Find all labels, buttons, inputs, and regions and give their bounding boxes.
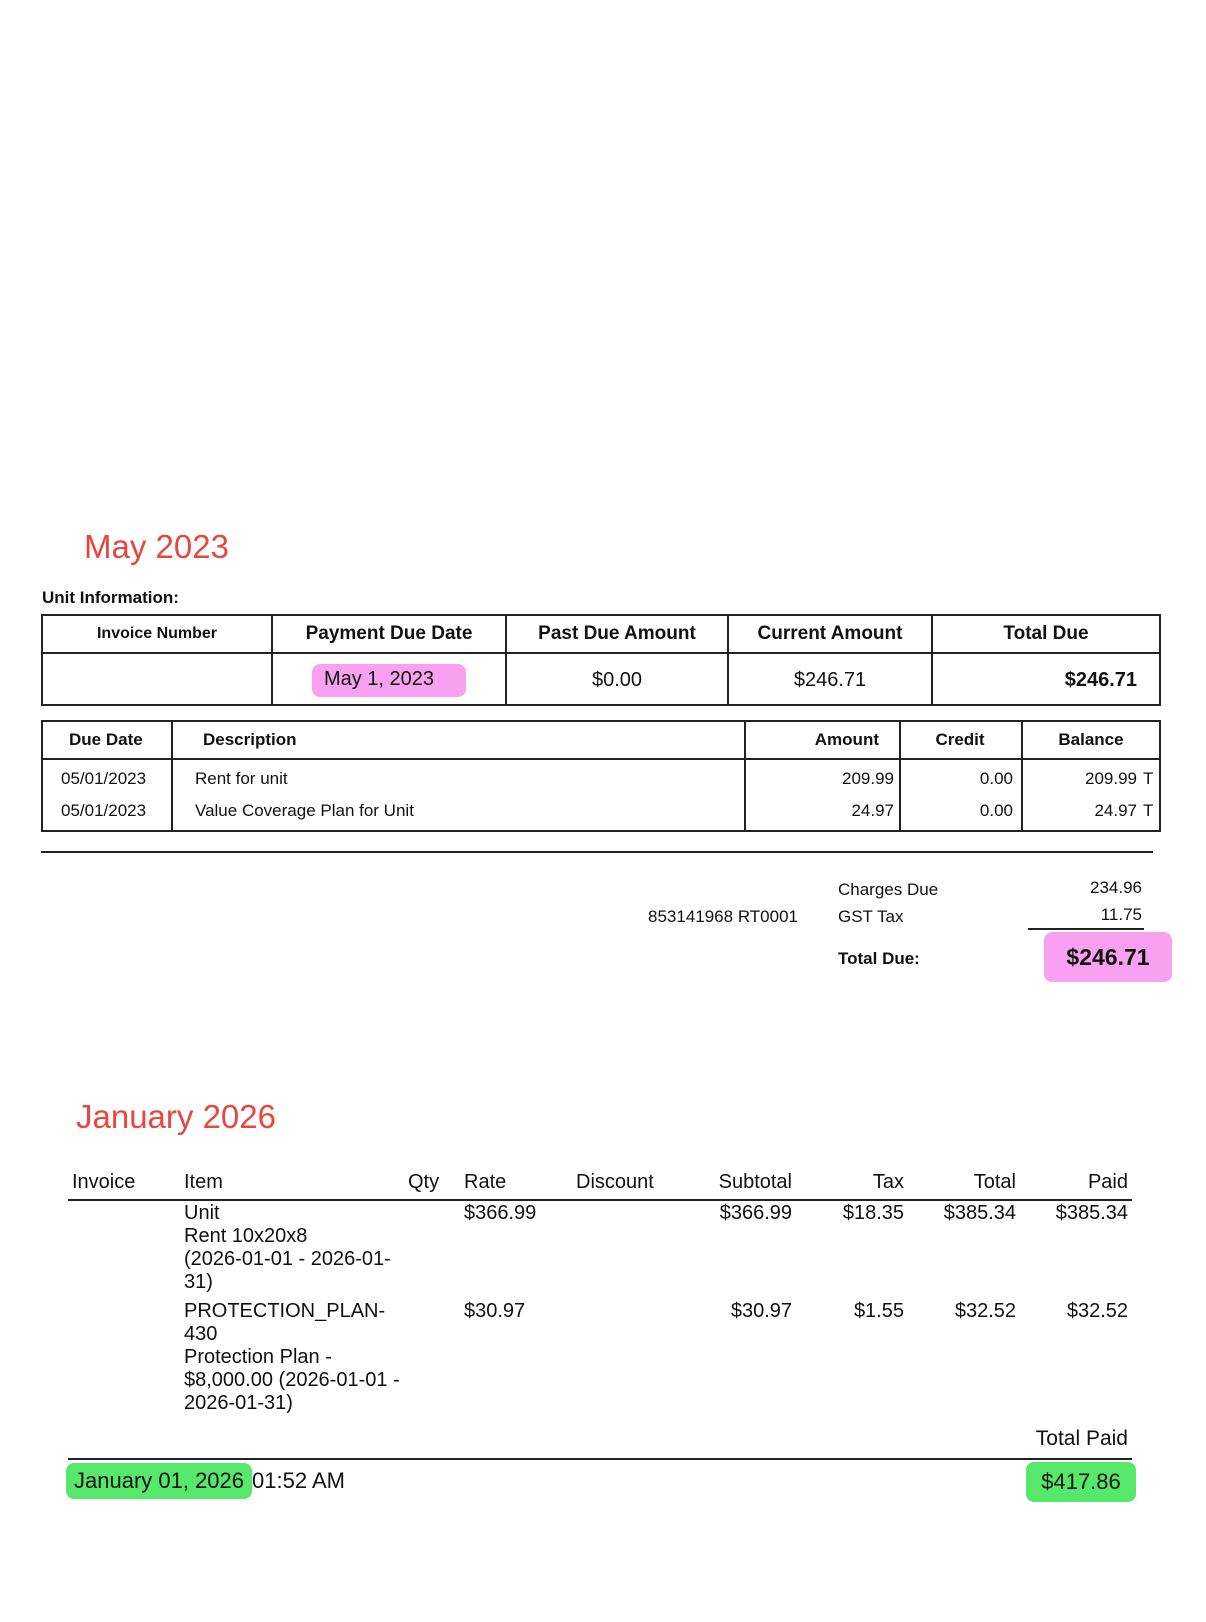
payment-summary-table	[41, 614, 1161, 706]
header-description: Description	[203, 730, 297, 749]
total-due-value: $246.71	[1064, 668, 1137, 691]
row2-description: Value Coverage Plan for Unit	[195, 801, 414, 820]
jan-section-title: January 2026	[76, 1098, 276, 1135]
payment-date-highlight: January 01, 2026	[66, 1463, 252, 1499]
jan-row2-subtotal: $30.97	[730, 1300, 792, 1322]
jan-row1-paid: $385.34	[1055, 1202, 1128, 1224]
jan-row2-rate: $30.97	[464, 1300, 526, 1322]
header-current-amount: Current Amount	[757, 623, 903, 644]
header-due-date: Due Date	[69, 730, 143, 749]
unit-info-label: Unit Information:	[42, 588, 179, 607]
jan-row1-tax: $18.35	[842, 1202, 904, 1224]
row1-balance: 209.99	[1085, 769, 1137, 788]
jan-footer-rule	[68, 1458, 1132, 1460]
jan-row1-subtotal: $366.99	[719, 1202, 792, 1224]
jan-row1-item-line: 31)	[184, 1271, 213, 1293]
invoice-number-value	[43, 654, 271, 706]
current-amount-value: $246.71	[793, 668, 867, 691]
row2-tax-flag: T	[1143, 801, 1154, 820]
jan-row1-item-line: (2026-01-01 - 2026-01-	[184, 1248, 391, 1270]
jan-row2-item	[184, 1300, 400, 1415]
jan-header-discount: Discount	[576, 1171, 654, 1193]
payment-due-date-highlight: May 1, 2023	[312, 664, 466, 697]
jan-header-rate: Rate	[464, 1171, 507, 1193]
jan-row1-item	[184, 1202, 391, 1294]
total-due-highlight: $246.71	[1044, 932, 1172, 982]
row2-credit: 0.00	[979, 801, 1013, 820]
section-divider	[41, 851, 1153, 853]
header-total-due: Total Due	[1003, 623, 1089, 644]
total-paid-highlight: $417.86	[1026, 1462, 1136, 1502]
row1-tax-flag: T	[1143, 769, 1154, 788]
gst-registration-number: 853141968 RT0001	[648, 907, 798, 926]
past-due-amount-value: $0.00	[591, 668, 643, 691]
payment-time: 01:52 AM	[252, 1468, 345, 1493]
jan-row1-item-line: Rent 10x20x8	[184, 1225, 308, 1247]
row2-due-date: 05/01/2023	[61, 801, 147, 820]
total-due-label: Total Due:	[838, 949, 920, 968]
charges-detail-table	[41, 720, 1161, 832]
header-past-due-amount: Past Due Amount	[538, 623, 696, 644]
header-balance: Balance	[1058, 730, 1124, 749]
row2-balance: 24.97	[1094, 801, 1137, 820]
header-credit: Credit	[935, 730, 985, 749]
jan-row2-item-line: $8,000.00 (2026-01-01 -	[184, 1369, 400, 1391]
jan-header-paid: Paid	[1087, 1171, 1128, 1193]
jan-header-tax: Tax	[872, 1171, 904, 1193]
payment-timestamp	[66, 1462, 345, 1500]
may-section-title: May 2023	[84, 528, 229, 565]
jan-header-qty: Qty	[408, 1171, 440, 1193]
jan-row2-tax: $1.55	[853, 1300, 904, 1322]
jan-row1-item-line: Unit	[184, 1202, 220, 1224]
jan-row2-total: $32.52	[954, 1300, 1016, 1322]
jan-row2-paid: $32.52	[1066, 1300, 1128, 1322]
jan-row2-item-line: PROTECTION_PLAN-	[184, 1300, 386, 1322]
jan-row1-rate: $366.99	[464, 1202, 537, 1224]
charges-due-label: Charges Due	[838, 880, 939, 899]
header-invoice-number: Invoice Number	[96, 625, 218, 642]
total-paid-label: Total Paid	[1035, 1427, 1128, 1450]
charges-due-value: 234.96	[1090, 878, 1142, 897]
row1-description: Rent for unit	[195, 769, 288, 788]
jan-header-item: Item	[184, 1171, 223, 1193]
gst-tax-label: GST Tax	[838, 907, 904, 926]
jan-header-total: Total	[973, 1171, 1016, 1193]
payment-due-date-value	[273, 654, 505, 706]
jan-row2-item-line: 430	[184, 1323, 218, 1345]
jan-header-invoice: Invoice	[72, 1171, 136, 1193]
row2-amount: 24.97	[851, 801, 894, 820]
jan-row2-item-line: 2026-01-31)	[184, 1392, 293, 1414]
header-amount: Amount	[814, 730, 879, 749]
gst-tax-value: 11.75	[1100, 905, 1142, 924]
row1-due-date: 05/01/2023	[61, 769, 147, 788]
jan-header-subtotal: Subtotal	[718, 1171, 792, 1193]
totals-underline	[1028, 928, 1144, 930]
jan-row1-total: $385.34	[943, 1202, 1016, 1224]
header-payment-due-date: Payment Due Date	[305, 623, 473, 644]
row1-credit: 0.00	[979, 769, 1013, 788]
jan-row2-item-line: Protection Plan -	[184, 1346, 332, 1368]
jan-header-rule	[68, 1199, 1132, 1201]
row1-amount: 209.99	[842, 769, 894, 788]
